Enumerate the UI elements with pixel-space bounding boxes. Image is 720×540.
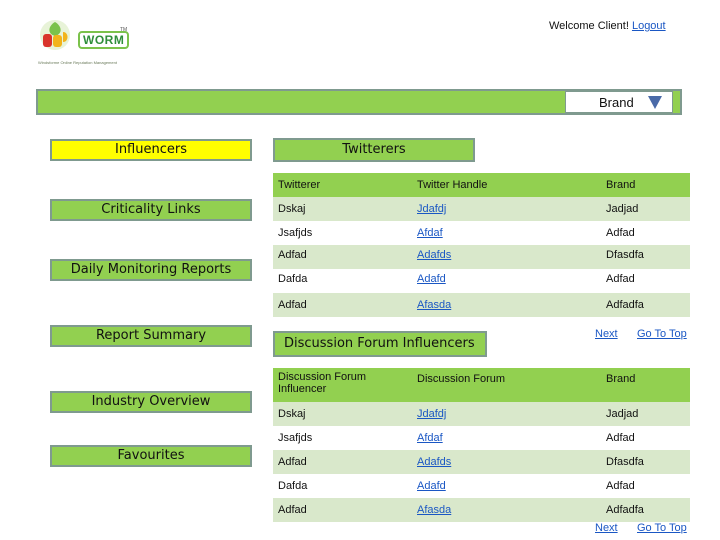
- brand-dropdown[interactable]: [565, 91, 673, 113]
- forum-go-to-top-link[interactable]: Go To Top: [637, 522, 687, 534]
- forum-link[interactable]: Jdafdj: [417, 408, 447, 420]
- table-cell: Adfadfa: [606, 504, 644, 516]
- column-header: Discussion Forum: [417, 373, 506, 385]
- table-header-row: [273, 173, 690, 197]
- welcome-area: [549, 20, 666, 32]
- table-cell: Jadjad: [606, 203, 639, 215]
- table-row: [273, 426, 690, 450]
- table-cell: Dafda: [278, 273, 308, 285]
- table-cell: Jadjad: [606, 408, 639, 420]
- table-cell: Dfasdfa: [606, 249, 644, 261]
- table-cell: Adfad: [606, 227, 635, 239]
- table-header-row: [273, 368, 690, 402]
- sidebar-item-daily-monitoring-reports[interactable]: [50, 259, 252, 281]
- logout-link[interactable]: Logout: [631, 20, 666, 32]
- table-cell: Adfad: [606, 432, 635, 444]
- table-row: [273, 498, 690, 522]
- table-cell: Adfad: [278, 456, 307, 468]
- table-cell: Dfasdfa: [606, 456, 644, 468]
- logo-mark-icon: [38, 18, 72, 52]
- forum-link[interactable]: Afdaf: [417, 432, 443, 444]
- forum-link[interactable]: Adafd: [417, 480, 446, 492]
- table-cell: Dskaj: [278, 203, 306, 215]
- sidebar-item-criticality-links[interactable]: [50, 199, 252, 221]
- table-row: [273, 269, 690, 293]
- brand-dropdown-value: Brand: [599, 95, 634, 110]
- table-cell: Dskaj: [278, 408, 306, 420]
- table-cell: Adfad: [278, 504, 307, 516]
- column-header: Discussion Forum Influencer: [278, 371, 367, 395]
- table-row: [273, 245, 690, 269]
- dropdown-arrow-icon[interactable]: [648, 96, 662, 109]
- column-header: Twitter Handle: [417, 179, 488, 191]
- table-row: [273, 197, 690, 221]
- column-header: Brand: [606, 373, 636, 385]
- sidebar-item-label: Influencers: [114, 142, 187, 157]
- sidebar-item-report-summary[interactable]: [50, 325, 252, 347]
- sidebar-item-favourites[interactable]: [50, 445, 252, 467]
- sidebar-item-influencers[interactable]: [50, 139, 252, 161]
- sidebar-item-industry-overview[interactable]: [50, 391, 252, 413]
- table-cell: Adfad: [278, 299, 307, 311]
- handle-link[interactable]: Adafd: [417, 273, 446, 285]
- twitterers-next-link[interactable]: Next: [595, 328, 618, 340]
- column-header: Twitterer: [278, 179, 321, 191]
- logo-trademark: TM: [120, 27, 128, 33]
- table-row: [273, 402, 690, 426]
- section-title: Discussion Forum Influencers: [284, 336, 475, 351]
- sidebar-item-label: Daily Monitoring Reports: [70, 262, 232, 277]
- twitterers-go-to-top-link[interactable]: Go To Top: [637, 328, 687, 340]
- forum-link[interactable]: Adafds: [417, 456, 452, 468]
- sidebar-item-label: Industry Overview: [91, 394, 211, 409]
- table-cell: Dafda: [278, 480, 308, 492]
- section-title: Twitterers: [342, 142, 406, 157]
- forum-next-link[interactable]: Next: [595, 522, 618, 534]
- table-row: [273, 293, 690, 317]
- handle-link[interactable]: Afdaf: [417, 227, 443, 239]
- handle-link[interactable]: Afasda: [417, 299, 452, 311]
- table-cell: Jsafjds: [278, 227, 313, 239]
- discussion-forum-header[interactable]: [273, 331, 487, 357]
- table-row: [273, 221, 690, 245]
- table-cell: Adfad: [606, 273, 635, 285]
- handle-link[interactable]: Adafds: [417, 249, 452, 261]
- twitterers-header[interactable]: [273, 138, 475, 162]
- logo-tagline: Windsforme Online Reputation Management: [38, 60, 117, 65]
- twitterers-table: [273, 173, 690, 317]
- table-cell: Adfad: [606, 480, 635, 492]
- discussion-forum-table: [273, 368, 690, 522]
- table-cell: Adfad: [278, 249, 307, 261]
- table-row: [273, 450, 690, 474]
- sidebar-item-label: Criticality Links: [101, 202, 201, 217]
- sidebar-item-label: Report Summary: [95, 328, 207, 343]
- table-cell: Adfadfa: [606, 299, 644, 311]
- table-cell: Jsafjds: [278, 432, 313, 444]
- forum-link[interactable]: Afasda: [417, 504, 452, 516]
- logo-wordmark: WORM: [78, 31, 129, 49]
- sidebar-item-label: Favourites: [117, 448, 185, 463]
- welcome-text: Welcome Client!: [549, 20, 629, 32]
- worm-logo: [36, 16, 136, 70]
- handle-link[interactable]: Jdafdj: [417, 203, 447, 215]
- column-header: Brand: [606, 179, 636, 191]
- table-row: [273, 474, 690, 498]
